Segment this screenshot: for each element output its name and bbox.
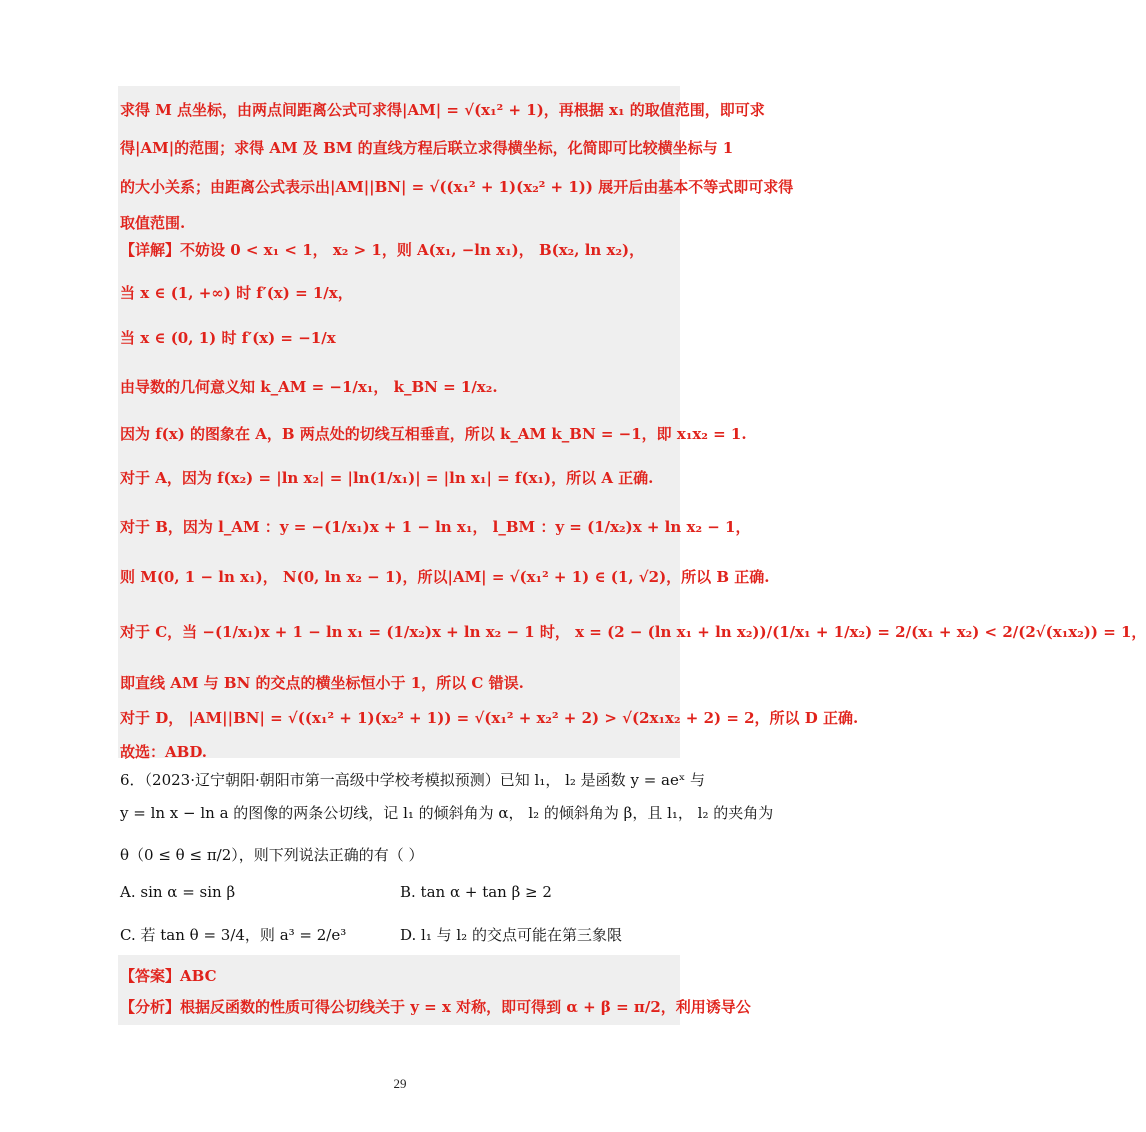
option-C: C. 若 tan θ = 3/4，则 a³ = 2/e³ — [120, 926, 347, 944]
text-line-l19: θ（0 ≤ θ ≤ π/2），则下列说法正确的有（ ） — [120, 846, 424, 864]
text-line-l7: 当 x ∈ (0, 1) 时 f′(x) = −1/x — [120, 329, 336, 347]
text-line-l18: y = ln x − ln a 的图像的两条公切线，记 l₁ 的倾斜角为 α， l₂ 的倾斜角为 β，且 l₁， l₂ 的夹角为 — [120, 804, 774, 822]
text-line-l17: 6．（2023·辽宁朝阳·朝阳市第一高级中学校考模拟预测）已知 l₁， l₂ 是函数 y = aeˣ 与 — [120, 771, 705, 789]
text-line-l12: 则 M(0, 1 − ln x₁)， N(0, ln x₂ − 1)，所以|AM| = √(x₁² + 1) ∈ (1, √2)，所以 B 正确. — [120, 568, 770, 586]
text-line-l15: 对于 D， |AM||BN| = √((x₁² + 1)(x₂² + 1)) = √(x₁² + x₂² + 2) > √(2x₁x₂ + 2) = 2，所以 D 正确. — [120, 709, 859, 727]
text-line-l4: 取值范围. — [120, 214, 186, 232]
option-D: D. l₁ 与 l₂ 的交点可能在第三象限 — [400, 926, 622, 944]
text-line-l13: 对于 C，当 −(1/x₁)x + 1 − ln x₁ = (1/x₂)x + ln x₂ − 1 时， x = (2 − (ln x₁ + ln x₂))/(1/x₁ + 1/x₂) = 2/(x₁ + x₂) < 2/(2√(x₁x₂)) = 1， — [120, 623, 1146, 641]
option-B: B. tan α + tan β ≥ 2 — [400, 883, 552, 901]
text-line-l16: 故选：ABD. — [120, 743, 208, 761]
text-line-l8: 由导数的几何意义知 k_AM = −1/x₁， k_BN = 1/x₂. — [120, 378, 498, 396]
text-line-l22: 【答案】ABC — [120, 967, 217, 985]
text-line-l23: 【分析】根据反函数的性质可得公切线关于 y = x 对称，即可得到 α + β = π/2，利用诱导公 — [120, 998, 751, 1016]
text-line-l3: 的大小关系；由距离公式表示出|AM||BN| = √((x₁² + 1)(x₂² + 1)) 展开后由基本不等式即可求得 — [120, 178, 794, 196]
option-A: A. sin α = sin β — [120, 883, 236, 901]
text-line-l14: 即直线 AM 与 BN 的交点的横坐标恒小于 1，所以 C 错误. — [120, 674, 524, 692]
text-line-l5: 【详解】不妨设 0 < x₁ < 1， x₂ > 1，则 A(x₁, −ln x₁)， B(x₂, ln x₂)， — [120, 241, 645, 259]
text-line-l6: 当 x ∈ (1, +∞) 时 f′(x) = 1/x， — [120, 284, 353, 302]
text-line-l2: 得|AM|的范围；求得 AM 及 BM 的直线方程后联立求得横坐标，化简即可比较横坐标与 1 — [120, 139, 734, 157]
page-number: 29 — [393, 1076, 407, 1091]
text-line-l9: 因为 f(x) 的图象在 A，B 两点处的切线互相垂直，所以 k_AM k_BN = −1，即 x₁x₂ = 1. — [120, 425, 747, 443]
text-line-l10: 对于 A，因为 f(x₂) = |ln x₂| = |ln(1/x₁)| = |ln x₁| = f(x₁)，所以 A 正确. — [120, 469, 654, 487]
text-line-l11: 对于 B，因为 l_AM ：y = −(1/x₁)x + 1 − ln x₁， l_BM ：y = (1/x₂)x + ln x₂ − 1， — [120, 518, 751, 536]
text-line-l1: 求得 M 点坐标，由两点间距离公式可求得|AM| = √(x₁² + 1)，再根据 x₁ 的取值范围，即可求 — [120, 101, 765, 119]
